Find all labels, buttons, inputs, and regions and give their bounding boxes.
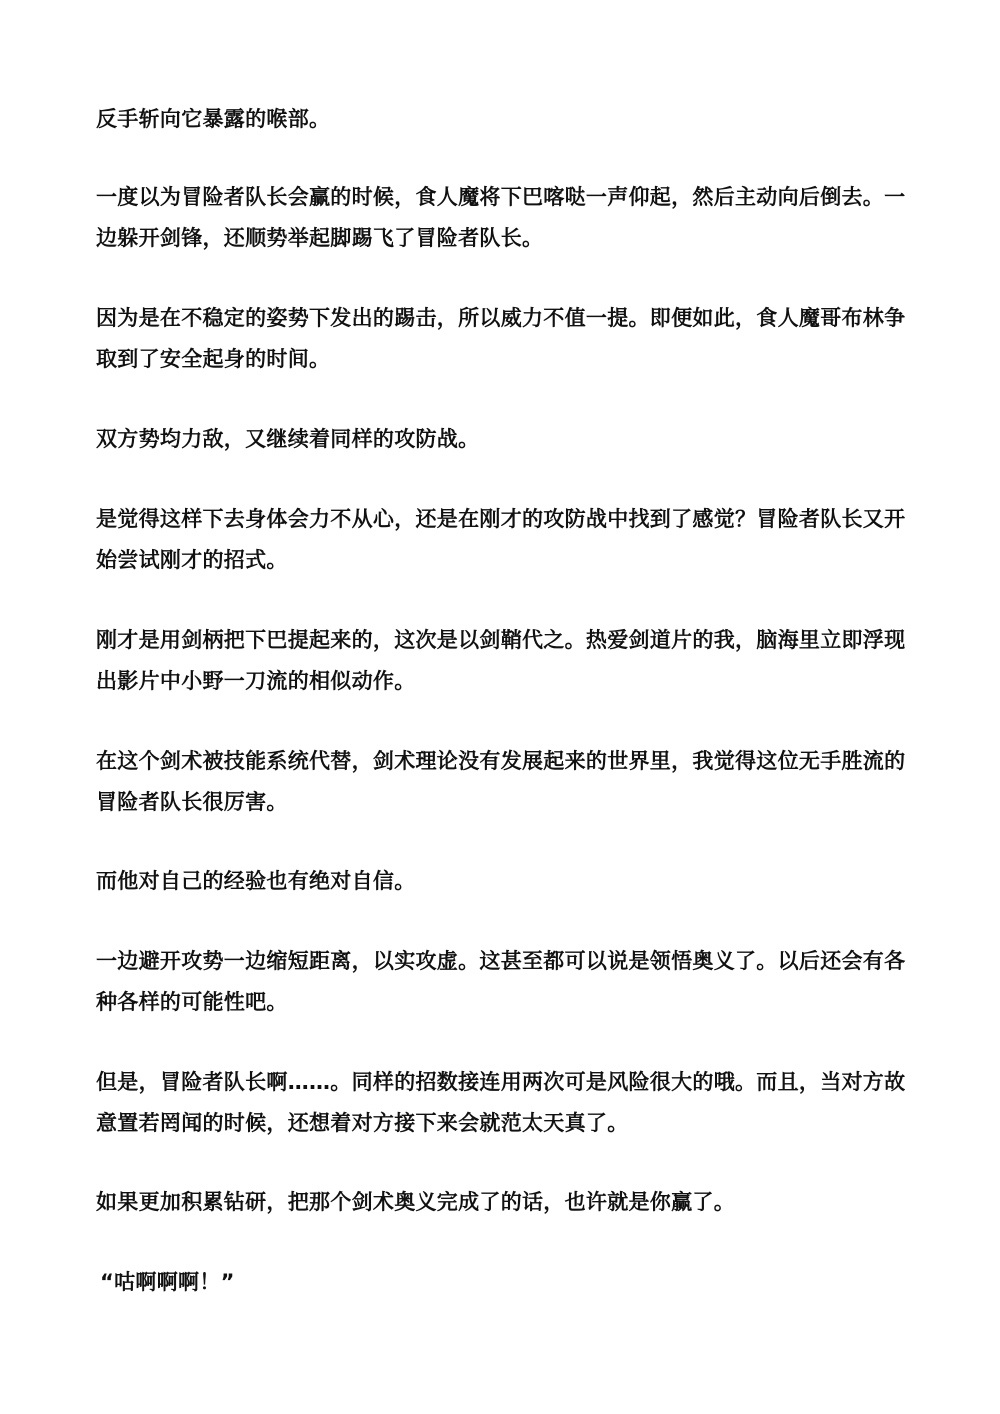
dialogue-line: “咕啊啊啊！” (100, 1270, 235, 1294)
paragraph-2: 一度以为冒险者队长会赢的时候，食人魔将下巴喀哒一声仰起，然后主动向后倒去。一边躲开剑锋，还顺势举起脚踢飞了冒险者队长。 (96, 185, 906, 250)
paragraph-7: 在这个剑术被技能系统代替，剑术理论没有发展起来的世界里，我觉得这位无手胜流的冒险者队长很厉害。 (96, 749, 906, 814)
paragraph-3: 因为是在不稳定的姿势下发出的踢击，所以威力不值一提。即便如此，食人魔哥布林争取到了安全起身的时间。 (96, 306, 906, 371)
paragraph-6: 刚才是用剑柄把下巴提起来的，这次是以剑鞘代之。热爱剑道片的我，脑海里立即浮现出影片中小野一刀流的相似动作。 (96, 628, 906, 693)
paragraph-4: 双方势均力敌，又继续着同样的攻防战。 (96, 427, 480, 451)
paragraph-9: 一边避开攻势一边缩短距离，以实攻虚。这甚至都可以说是领悟奥义了。以后还会有各种各样的可能性吧。 (96, 949, 906, 1014)
paragraph-1: 反手斩向它暴露的喉部。 (96, 107, 331, 131)
paragraph-8: 而他对自己的经验也有绝对自信。 (96, 869, 416, 893)
paragraph-5: 是觉得这样下去身体会力不从心，还是在刚才的攻防战中找到了感觉？冒险者队长又开始尝试刚才的招式。 (96, 507, 906, 572)
paragraph-10: 但是，冒险者队长啊……。同样的招数接连用两次可是风险很大的哦。而且，当对方故意置若罔闻的时候，还想着对方接下来会就范太天真了。 (96, 1070, 906, 1135)
paragraph-11: 如果更加积累钻研，把那个剑术奥义完成了的话，也许就是你赢了。 (96, 1190, 735, 1214)
